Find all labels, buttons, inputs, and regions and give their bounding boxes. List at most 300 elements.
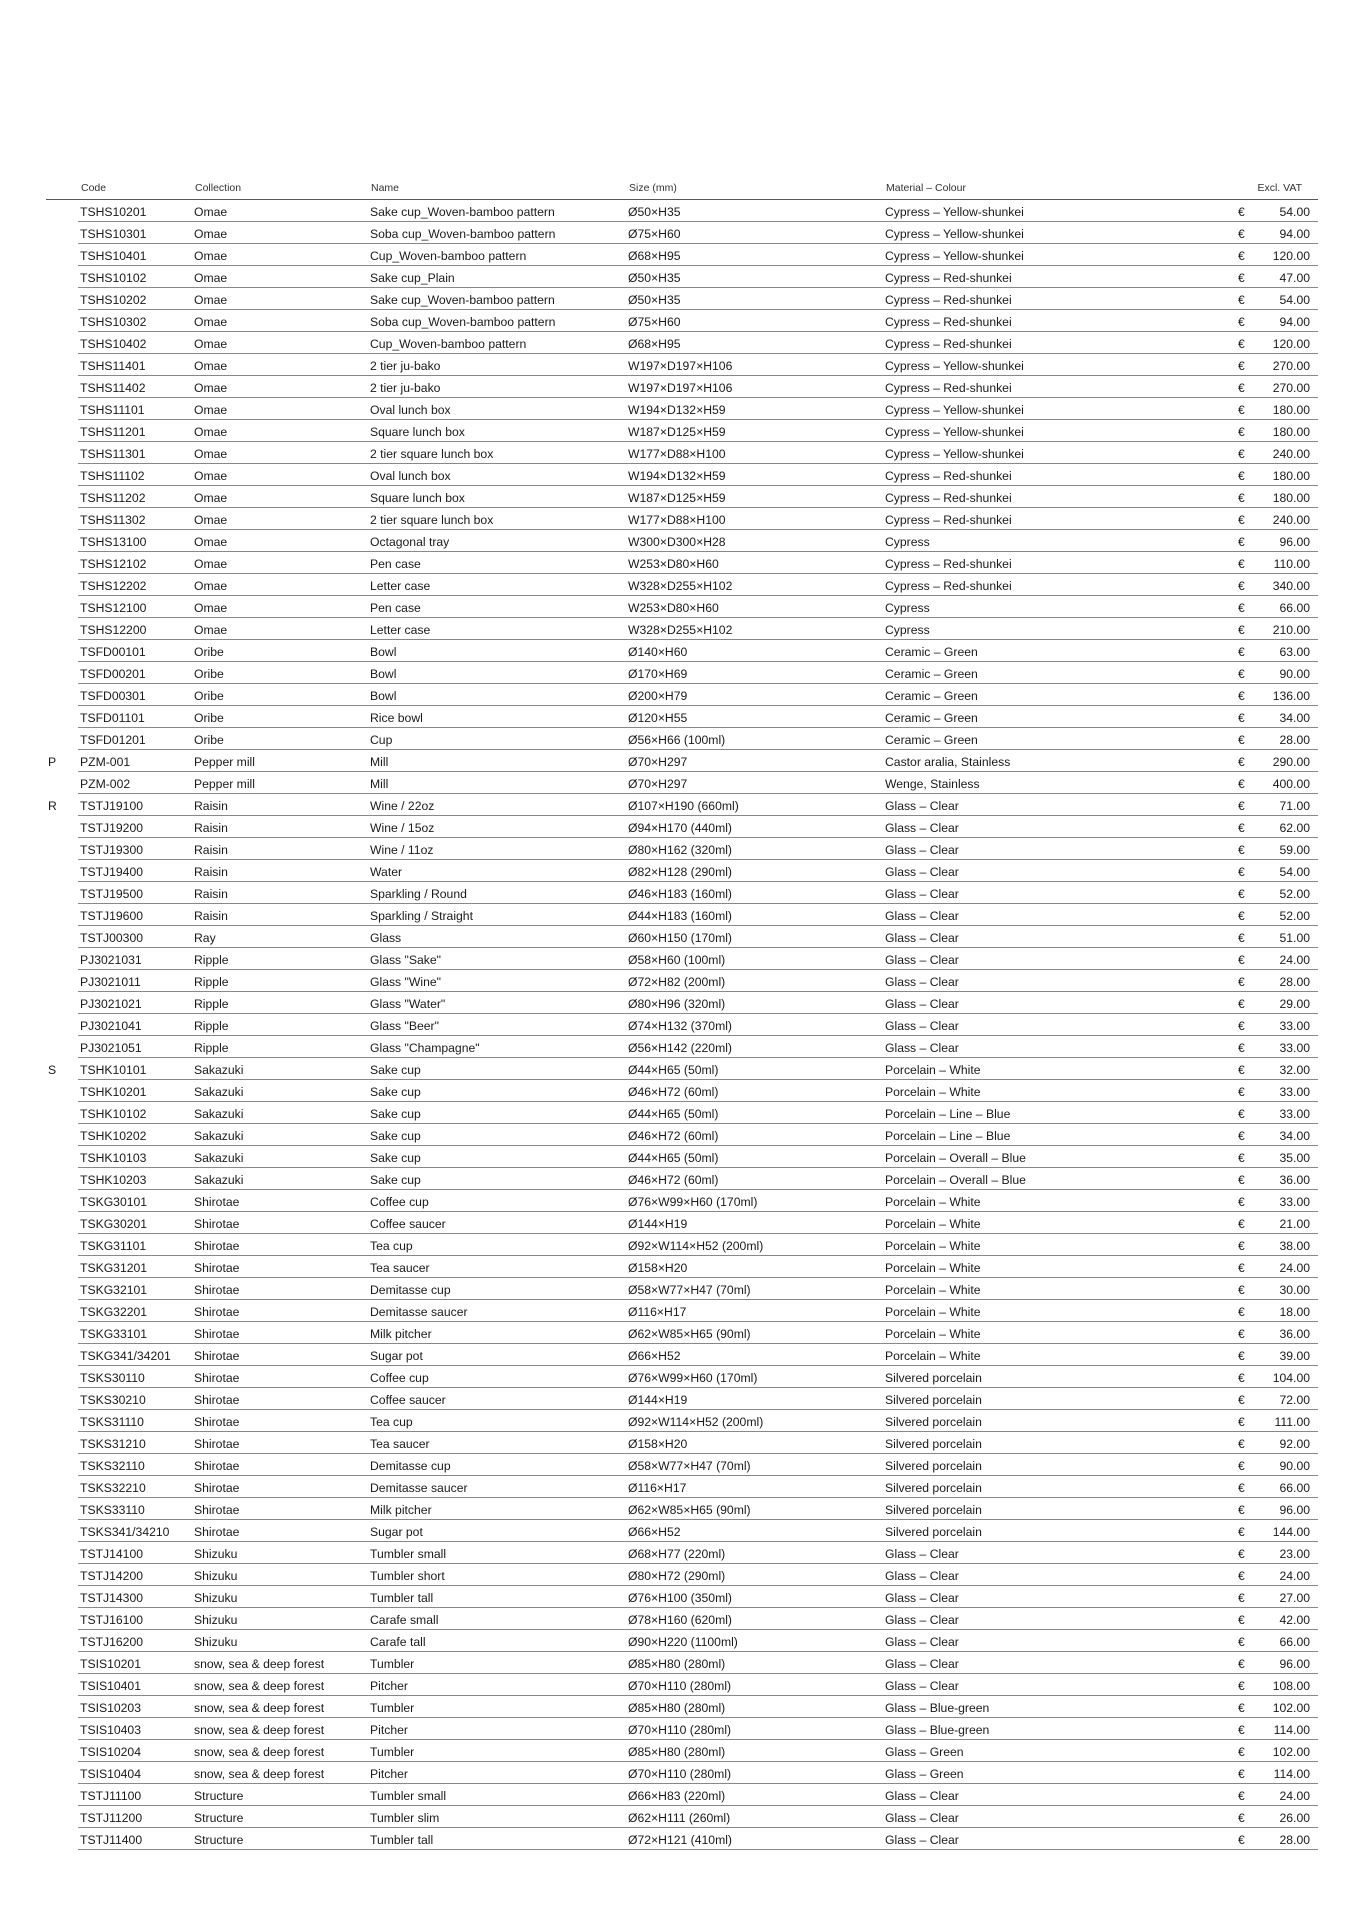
cell-collection: Ripple <box>194 1041 229 1055</box>
cell-name: Soba cup_Woven-bamboo pattern <box>370 315 556 329</box>
cell-material: Cypress – Yellow-shunkei <box>885 425 1024 439</box>
cell-price: 23.00 <box>1279 1547 1310 1561</box>
table-row <box>78 1564 1318 1586</box>
cell-code: TSHS11302 <box>80 513 146 527</box>
cell-name: Carafe tall <box>370 1635 426 1649</box>
cell-price: 114.00 <box>1273 1723 1310 1737</box>
table-row <box>78 310 1318 332</box>
cell-code: TSHK10203 <box>80 1173 147 1187</box>
cell-size: W194×D132×H59 <box>628 403 726 417</box>
table-row <box>78 1256 1318 1278</box>
cell-price: 52.00 <box>1279 909 1310 923</box>
cell-collection: snow, sea & deep forest <box>194 1701 325 1715</box>
cell-price: 92.00 <box>1279 1437 1310 1451</box>
cell-size: W177×D88×H100 <box>628 513 726 527</box>
cell-material: Cypress – Yellow-shunkei <box>885 403 1024 417</box>
cell-collection: Omae <box>194 623 228 637</box>
cell-size: Ø85×H80 (280ml) <box>628 1657 726 1671</box>
cell-collection: Shirotae <box>194 1195 240 1209</box>
cell-collection: Shirotae <box>194 1415 240 1429</box>
cell-name: Pen case <box>370 557 421 571</box>
cell-collection: Omae <box>194 579 228 593</box>
cell-currency: € <box>1238 1415 1245 1429</box>
cell-currency: € <box>1238 1591 1245 1605</box>
cell-size: Ø80×H162 (320ml) <box>628 843 732 857</box>
cell-size: Ø75×H60 <box>628 315 681 329</box>
cell-code: TSHS10201 <box>80 205 147 219</box>
cell-name: Bowl <box>370 689 397 703</box>
cell-price: 210.00 <box>1272 623 1310 637</box>
table-row <box>78 398 1318 420</box>
cell-currency: € <box>1238 293 1245 307</box>
cell-size: Ø46×H72 (60ml) <box>628 1085 719 1099</box>
cell-price: 39.00 <box>1279 1349 1310 1363</box>
cell-name: Bowl <box>370 645 397 659</box>
cell-code: TSHS10302 <box>80 315 147 329</box>
table-row <box>78 1696 1318 1718</box>
table-row <box>78 1476 1318 1498</box>
cell-collection: Omae <box>194 491 228 505</box>
cell-material: Glass – Clear <box>885 1833 959 1847</box>
cell-material: Cypress – Red-shunkei <box>885 271 1012 285</box>
cell-code: TSFD00301 <box>80 689 146 703</box>
cell-code: TSTJ11200 <box>80 1811 143 1825</box>
cell-price: 30.00 <box>1279 1283 1310 1297</box>
cell-material: Porcelain – Line – Blue <box>885 1107 1011 1121</box>
cell-name: Pitcher <box>370 1723 408 1737</box>
cell-currency: € <box>1238 1305 1245 1319</box>
cell-code: TSHS10301 <box>80 227 147 241</box>
cell-price: 180.00 <box>1272 469 1310 483</box>
cell-price: 36.00 <box>1279 1173 1310 1187</box>
cell-price: 110.00 <box>1273 557 1310 571</box>
cell-name: Soba cup_Woven-bamboo pattern <box>370 227 556 241</box>
table-row <box>78 1806 1318 1828</box>
cell-currency: € <box>1238 1437 1245 1451</box>
cell-size: Ø170×H69 <box>628 667 688 681</box>
cell-price: 47.00 <box>1279 271 1310 285</box>
cell-code: TSTJ14100 <box>80 1547 144 1561</box>
cell-code: TSKS341/34210 <box>80 1525 170 1539</box>
table-row <box>78 420 1318 442</box>
cell-collection: Raisin <box>194 887 228 901</box>
cell-currency: € <box>1238 1195 1245 1209</box>
price-list <box>46 181 1318 1850</box>
cell-price: 27.00 <box>1279 1591 1310 1605</box>
cell-price: 90.00 <box>1279 1459 1310 1473</box>
cell-material: Glass – Clear <box>885 821 959 835</box>
table-row <box>78 1652 1318 1674</box>
cell-currency: € <box>1238 359 1245 373</box>
table-row <box>78 992 1318 1014</box>
cell-size: Ø107×H190 (660ml) <box>628 799 739 813</box>
cell-collection: Omae <box>194 227 228 241</box>
cell-price: 270.00 <box>1272 381 1310 395</box>
table-row <box>78 1366 1318 1388</box>
table-row <box>78 244 1318 266</box>
cell-material: Wenge, Stainless <box>885 777 980 791</box>
header-collection: Collection <box>195 182 242 194</box>
table-row <box>78 1278 1318 1300</box>
cell-material: Cypress – Red-shunkei <box>885 315 1012 329</box>
cell-collection: Omae <box>194 249 228 263</box>
cell-collection: Structure <box>194 1833 244 1847</box>
cell-price: 28.00 <box>1279 733 1310 747</box>
cell-currency: € <box>1238 337 1245 351</box>
cell-material: Glass – Clear <box>885 1679 959 1693</box>
cell-price: 54.00 <box>1279 293 1310 307</box>
cell-collection: Omae <box>194 359 228 373</box>
cell-code: TSFD00101 <box>80 645 146 659</box>
cell-currency: € <box>1238 1239 1245 1253</box>
cell-collection: Shirotae <box>194 1503 240 1517</box>
table-row <box>78 574 1318 596</box>
cell-name: Tea cup <box>370 1239 413 1253</box>
table-row <box>78 1300 1318 1322</box>
cell-size: Ø80×H96 (320ml) <box>628 997 726 1011</box>
cell-price: 33.00 <box>1279 1107 1310 1121</box>
cell-code: TSHS11401 <box>80 359 146 373</box>
cell-currency: € <box>1238 447 1245 461</box>
cell-collection: Omae <box>194 469 228 483</box>
cell-material: Cypress <box>885 535 930 549</box>
cell-currency: € <box>1238 1613 1245 1627</box>
cell-material: Glass – Clear <box>885 1041 959 1055</box>
cell-collection: Shirotae <box>194 1393 240 1407</box>
cell-size: Ø70×H110 (280ml) <box>628 1767 732 1781</box>
header-size: Size (mm) <box>629 182 677 194</box>
cell-material: Ceramic – Green <box>885 645 978 659</box>
table-row <box>78 926 1318 948</box>
cell-name: Glass "Beer" <box>370 1019 439 1033</box>
cell-collection: Sakazuki <box>194 1129 244 1143</box>
cell-material: Porcelain – White <box>885 1261 981 1275</box>
cell-code: TSHS11202 <box>80 491 146 505</box>
cell-material: Cypress – Yellow-shunkei <box>885 447 1024 461</box>
cell-collection: Raisin <box>194 821 228 835</box>
cell-collection: Shizuku <box>194 1569 238 1583</box>
cell-size: W253×D80×H60 <box>628 557 719 571</box>
cell-size: Ø70×H297 <box>628 755 688 769</box>
cell-collection: Oribe <box>194 711 224 725</box>
table-row <box>78 1212 1318 1234</box>
cell-currency: € <box>1238 1525 1245 1539</box>
table-body <box>46 200 1318 1850</box>
table-row <box>78 728 1318 750</box>
table-row <box>78 1080 1318 1102</box>
cell-price: 54.00 <box>1279 865 1310 879</box>
cell-code: TSKS30110 <box>80 1371 145 1385</box>
table-row <box>78 1036 1318 1058</box>
cell-currency: € <box>1238 1107 1245 1121</box>
cell-currency: € <box>1238 1745 1245 1759</box>
cell-size: Ø50×H35 <box>628 271 681 285</box>
cell-name: Coffee saucer <box>370 1393 446 1407</box>
cell-size: Ø44×H183 (160ml) <box>628 909 732 923</box>
cell-code: TSHS12100 <box>80 601 147 615</box>
cell-collection: snow, sea & deep forest <box>194 1723 325 1737</box>
cell-price: 26.00 <box>1279 1811 1310 1825</box>
cell-price: 38.00 <box>1279 1239 1310 1253</box>
table-row <box>78 1190 1318 1212</box>
cell-name: Oval lunch box <box>370 403 451 417</box>
cell-currency: € <box>1238 645 1245 659</box>
cell-material: Porcelain – White <box>885 1063 981 1077</box>
cell-currency: € <box>1238 953 1245 967</box>
cell-name: Glass <box>370 931 402 945</box>
cell-material: Glass – Clear <box>885 1789 959 1803</box>
cell-name: Sake cup_Woven-bamboo pattern <box>370 293 555 307</box>
cell-price: 120.00 <box>1272 249 1310 263</box>
cell-code: TSKS32110 <box>80 1459 145 1473</box>
cell-name: Coffee cup <box>370 1371 429 1385</box>
cell-material: Glass – Green <box>885 1767 964 1781</box>
table-header <box>46 181 1318 200</box>
table-row <box>48 750 1318 772</box>
cell-material: Glass – Clear <box>885 909 959 923</box>
cell-material: Cypress – Red-shunkei <box>885 579 1012 593</box>
cell-collection: Oribe <box>194 645 224 659</box>
cell-material: Silvered porcelain <box>885 1459 982 1473</box>
cell-size: Ø82×H128 (290ml) <box>628 865 732 879</box>
cell-size: Ø46×H183 (160ml) <box>628 887 732 901</box>
cell-collection: Ripple <box>194 975 229 989</box>
cell-price: 28.00 <box>1279 975 1310 989</box>
cell-name: Tumbler <box>370 1745 415 1759</box>
cell-name: 2 tier square lunch box <box>370 513 494 527</box>
cell-code: PJ3021031 <box>80 953 142 967</box>
cell-name: Wine / 22oz <box>370 799 435 813</box>
cell-price: 32.00 <box>1279 1063 1310 1077</box>
cell-currency: € <box>1238 1635 1245 1649</box>
cell-currency: € <box>1238 975 1245 989</box>
table-row <box>78 882 1318 904</box>
cell-collection: Oribe <box>194 733 224 747</box>
cell-name: Sake cup <box>370 1151 421 1165</box>
cell-collection: Omae <box>194 601 228 615</box>
cell-material: Glass – Clear <box>885 887 959 901</box>
header-material: Material – Colour <box>886 182 966 194</box>
table-row <box>78 1146 1318 1168</box>
cell-code: PJ3021021 <box>80 997 142 1011</box>
cell-material: Cypress – Red-shunkei <box>885 513 1012 527</box>
cell-price: 240.00 <box>1272 513 1310 527</box>
cell-name: Tea saucer <box>370 1437 430 1451</box>
cell-size: Ø70×H110 (280ml) <box>628 1679 732 1693</box>
cell-currency: € <box>1238 1723 1245 1737</box>
cell-name: Bowl <box>370 667 397 681</box>
cell-name: Demitasse saucer <box>370 1305 468 1319</box>
table-row <box>78 1102 1318 1124</box>
cell-code: TSTJ19200 <box>80 821 144 835</box>
cell-name: Milk pitcher <box>370 1327 432 1341</box>
cell-code: TSKG30201 <box>80 1217 148 1231</box>
cell-price: 240.00 <box>1272 447 1310 461</box>
cell-collection: snow, sea & deep forest <box>194 1767 325 1781</box>
cell-code: TSHS11201 <box>80 425 146 439</box>
cell-code: TSHS13100 <box>80 535 147 549</box>
table-row <box>78 970 1318 992</box>
cell-currency: € <box>1238 469 1245 483</box>
table-row <box>78 222 1318 244</box>
cell-collection: Ray <box>194 931 216 945</box>
cell-name: Mill <box>370 777 389 791</box>
cell-name: Pen case <box>370 601 421 615</box>
cell-price: 18.00 <box>1279 1305 1310 1319</box>
cell-size: Ø76×H100 (350ml) <box>628 1591 732 1605</box>
table-row <box>78 464 1318 486</box>
table-row <box>78 508 1318 530</box>
cell-code: TSTJ16100 <box>80 1613 144 1627</box>
cell-material: Cypress – Red-shunkei <box>885 293 1012 307</box>
cell-code: TSIS10204 <box>80 1745 141 1759</box>
cell-name: Water <box>370 865 403 879</box>
cell-price: 24.00 <box>1279 1789 1310 1803</box>
cell-currency: € <box>1238 315 1245 329</box>
cell-collection: Sakazuki <box>194 1085 244 1099</box>
cell-price: 52.00 <box>1279 887 1310 901</box>
table-row <box>78 838 1318 860</box>
cell-collection: Raisin <box>194 843 228 857</box>
cell-collection: Shirotae <box>194 1349 240 1363</box>
cell-currency: € <box>1238 1701 1245 1715</box>
cell-name: Sake cup <box>370 1129 421 1143</box>
cell-material: Glass – Green <box>885 1745 964 1759</box>
cell-code: TSKS30210 <box>80 1393 146 1407</box>
cell-price: 270.00 <box>1272 359 1310 373</box>
cell-name: Mill <box>370 755 389 769</box>
cell-size: Ø158×H20 <box>628 1261 688 1275</box>
cell-price: 54.00 <box>1279 205 1310 219</box>
cell-material: Cypress – Yellow-shunkei <box>885 359 1024 373</box>
cell-size: Ø68×H95 <box>628 337 681 351</box>
cell-currency: € <box>1238 271 1245 285</box>
cell-price: 24.00 <box>1279 1569 1310 1583</box>
cell-code: PZM-001 <box>80 755 131 769</box>
cell-material: Glass – Clear <box>885 1569 959 1583</box>
cell-price: 114.00 <box>1273 1767 1310 1781</box>
cell-price: 21.00 <box>1279 1217 1310 1231</box>
cell-currency: € <box>1238 689 1245 703</box>
cell-collection: Shirotae <box>194 1217 240 1231</box>
cell-currency: € <box>1238 667 1245 681</box>
cell-size: Ø70×H110 (280ml) <box>628 1723 732 1737</box>
cell-name: Pitcher <box>370 1679 408 1693</box>
cell-collection: Shirotae <box>194 1371 240 1385</box>
cell-price: 42.00 <box>1279 1613 1310 1627</box>
cell-currency: € <box>1238 1569 1245 1583</box>
cell-price: 72.00 <box>1279 1393 1310 1407</box>
cell-name: Cup <box>370 733 393 747</box>
cell-name: Sparkling / Round <box>370 887 467 901</box>
cell-code: PJ3021051 <box>80 1041 142 1055</box>
cell-size: Ø66×H52 <box>628 1349 681 1363</box>
cell-code: TSHS12200 <box>80 623 147 637</box>
cell-code: TSTJ19100 <box>80 799 144 813</box>
cell-size: Ø46×H72 (60ml) <box>628 1173 719 1187</box>
cell-currency: € <box>1238 513 1245 527</box>
cell-size: Ø85×H80 (280ml) <box>628 1701 726 1715</box>
cell-name: Square lunch box <box>370 425 465 439</box>
cell-code: TSTJ14300 <box>80 1591 144 1605</box>
cell-code: TSIS10404 <box>80 1767 141 1781</box>
cell-name: Sake cup_Plain <box>370 271 455 285</box>
cell-code: TSIS10201 <box>80 1657 141 1671</box>
cell-code: TSKG341/34201 <box>80 1349 171 1363</box>
cell-material: Glass – Clear <box>885 953 959 967</box>
cell-currency: € <box>1238 1811 1245 1825</box>
cell-material: Porcelain – Line – Blue <box>885 1129 1011 1143</box>
cell-collection: Shirotae <box>194 1459 240 1473</box>
cell-collection: Structure <box>194 1789 244 1803</box>
cell-name: 2 tier ju-bako <box>370 359 441 373</box>
cell-collection: Pepper mill <box>194 755 255 769</box>
cell-material: Cypress – Red-shunkei <box>885 381 1012 395</box>
cell-currency: € <box>1238 997 1245 1011</box>
cell-material: Porcelain – White <box>885 1327 981 1341</box>
cell-material: Silvered porcelain <box>885 1525 982 1539</box>
table-row <box>78 266 1318 288</box>
cell-currency: € <box>1238 623 1245 637</box>
cell-size: Ø76×W99×H60 (170ml) <box>628 1195 758 1209</box>
cell-collection: Omae <box>194 447 228 461</box>
cell-collection: Oribe <box>194 689 224 703</box>
cell-size: W194×D132×H59 <box>628 469 726 483</box>
cell-collection: Omae <box>194 557 228 571</box>
cell-collection: Omae <box>194 293 228 307</box>
cell-collection: Raisin <box>194 909 228 923</box>
cell-code: TSKS31110 <box>80 1415 144 1429</box>
cell-size: Ø85×H80 (280ml) <box>628 1745 726 1759</box>
cell-code: PJ3021041 <box>80 1019 142 1033</box>
cell-collection: Omae <box>194 271 228 285</box>
cell-size: Ø78×H160 (620ml) <box>628 1613 732 1627</box>
cell-currency: € <box>1238 205 1245 219</box>
cell-price: 24.00 <box>1279 953 1310 967</box>
cell-currency: € <box>1238 381 1245 395</box>
cell-collection: Structure <box>194 1811 244 1825</box>
cell-size: W328×D255×H102 <box>628 623 733 637</box>
cell-size: Ø140×H60 <box>628 645 688 659</box>
cell-price: 94.00 <box>1279 315 1310 329</box>
cell-collection: Shirotae <box>194 1239 240 1253</box>
cell-code: TSHK10102 <box>80 1107 147 1121</box>
table-row <box>78 1762 1318 1784</box>
cell-price: 290.00 <box>1272 755 1310 769</box>
cell-name: Tea saucer <box>370 1261 430 1275</box>
cell-size: W300×D300×H28 <box>628 535 726 549</box>
cell-code: PZM-002 <box>80 777 131 791</box>
table-row <box>78 1454 1318 1476</box>
cell-material: Silvered porcelain <box>885 1481 982 1495</box>
cell-size: Ø116×H17 <box>628 1481 687 1495</box>
cell-code: TSTJ11100 <box>80 1789 142 1803</box>
cell-name: Demitasse saucer <box>370 1481 468 1495</box>
cell-code: TSKG32101 <box>80 1283 148 1297</box>
section-letter: P <box>48 755 57 769</box>
cell-size: Ø44×H65 (50ml) <box>628 1151 719 1165</box>
cell-collection: Shirotae <box>194 1261 240 1275</box>
cell-size: Ø56×H142 (220ml) <box>628 1041 732 1055</box>
header-vat: Excl. VAT <box>1257 182 1302 194</box>
cell-currency: € <box>1238 1767 1245 1781</box>
cell-currency: € <box>1238 777 1245 791</box>
cell-material: Cypress <box>885 601 930 615</box>
cell-size: Ø62×H111 (260ml) <box>628 1811 731 1825</box>
cell-material: Ceramic – Green <box>885 667 978 681</box>
cell-size: Ø158×H20 <box>628 1437 688 1451</box>
cell-currency: € <box>1238 1371 1245 1385</box>
